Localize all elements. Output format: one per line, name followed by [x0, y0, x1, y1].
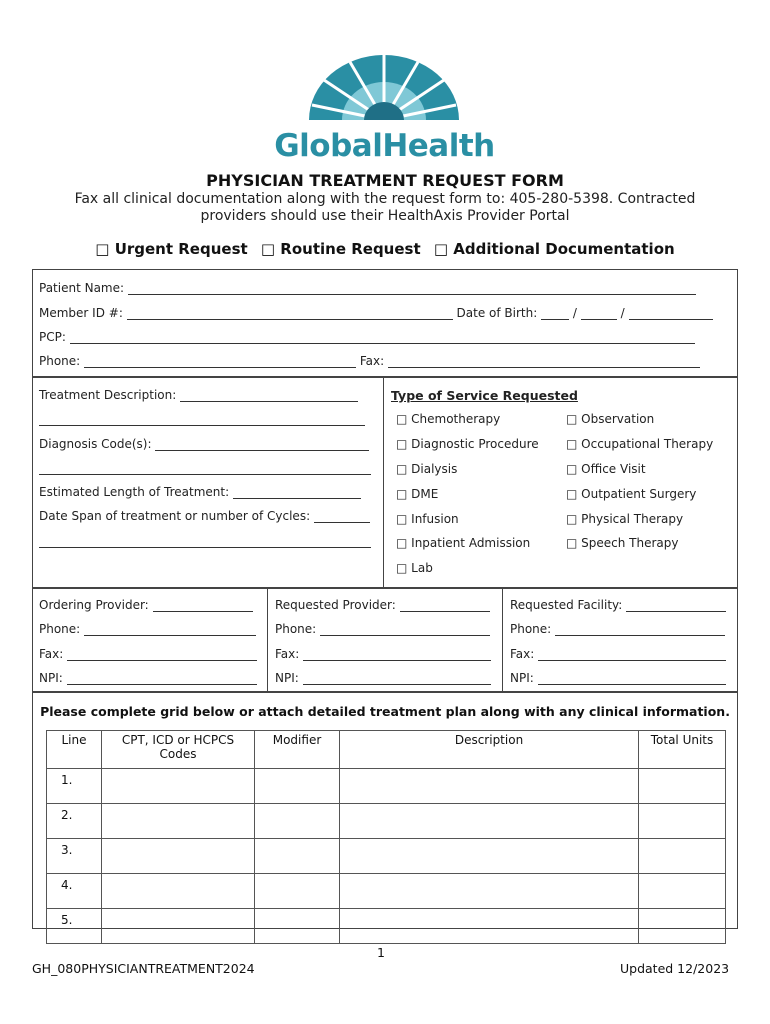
requested-facility-field[interactable]: Requested Facility: — [510, 598, 726, 612]
member-id-field[interactable]: Member ID #: Date of Birth: / / — [39, 306, 713, 320]
service-type-heading: Type of Service Requested — [391, 388, 578, 403]
table-header-row — [47, 731, 726, 769]
col-modifier-header: Modifier — [255, 731, 340, 769]
additional-documentation-checkbox[interactable]: □ Additional Documentation — [433, 240, 675, 258]
provider-divider-1 — [267, 588, 268, 692]
requested-provider-fax[interactable]: Fax: — [275, 647, 491, 661]
logo-text: GlobalHealth — [274, 128, 495, 164]
requested-provider-npi[interactable]: NPI: — [275, 671, 491, 685]
description-cell[interactable] — [340, 874, 639, 909]
codes-cell[interactable] — [102, 839, 255, 874]
date-span-line2[interactable] — [39, 534, 371, 548]
form-code: GH_080PHYSICIANTREATMENT2024 — [32, 961, 255, 976]
occupational-therapy-checkbox[interactable]: □ Occupational Therapy — [566, 437, 714, 451]
table-row — [47, 909, 726, 944]
provider-divider-2 — [502, 588, 503, 692]
description-cell[interactable] — [340, 804, 639, 839]
description-cell[interactable] — [340, 909, 639, 944]
observation-checkbox[interactable]: □ Observation — [566, 412, 655, 426]
treatment-description-line2[interactable] — [39, 412, 365, 426]
physical-therapy-checkbox[interactable]: □ Physical Therapy — [566, 512, 684, 526]
table-row — [47, 769, 726, 804]
date-of-birth-field[interactable]: Date of Birth: — [456, 306, 538, 320]
modifier-cell[interactable] — [255, 909, 340, 944]
line-number: 2. — [47, 804, 102, 839]
description-cell[interactable] — [340, 769, 639, 804]
diagnosis-codes-field[interactable]: Diagnosis Code(s): — [39, 437, 369, 451]
line-number: 1. — [47, 769, 102, 804]
office-visit-checkbox[interactable]: □ Office Visit — [566, 462, 646, 476]
total-units-cell[interactable] — [639, 874, 726, 909]
ordering-provider-field[interactable]: Ordering Provider: — [39, 598, 253, 612]
form-title: PHYSICIAN TREATMENT REQUEST FORM — [206, 171, 564, 190]
requested-facility-npi[interactable]: NPI: — [510, 671, 726, 685]
estimated-length-field[interactable]: Estimated Length of Treatment: — [39, 485, 361, 499]
sunburst-logo-icon — [262, 50, 507, 130]
diagnosis-codes-line2[interactable] — [39, 461, 371, 475]
table-row — [47, 839, 726, 874]
dme-checkbox[interactable]: □ DME — [396, 487, 439, 501]
line-number: 4. — [47, 874, 102, 909]
codes-cell[interactable] — [102, 909, 255, 944]
chemotherapy-checkbox[interactable]: □ Chemotherapy — [396, 412, 501, 426]
patient-phone-field[interactable]: Phone: Fax: — [39, 354, 700, 368]
modifier-cell[interactable] — [255, 839, 340, 874]
total-units-cell[interactable] — [639, 804, 726, 839]
requested-provider-field[interactable]: Requested Provider: — [275, 598, 490, 612]
pcp-field[interactable]: PCP: — [39, 330, 695, 344]
ordering-provider-npi[interactable]: NPI: — [39, 671, 257, 685]
requested-facility-phone[interactable]: Phone: — [510, 622, 725, 636]
diagnostic-procedure-checkbox[interactable]: □ Diagnostic Procedure — [396, 437, 539, 451]
total-units-cell[interactable] — [639, 839, 726, 874]
infusion-checkbox[interactable]: □ Infusion — [396, 512, 459, 526]
date-span-field[interactable]: Date Span of treatment or number of Cycles: — [39, 509, 370, 523]
modifier-cell[interactable] — [255, 769, 340, 804]
description-cell[interactable] — [340, 839, 639, 874]
table-row — [47, 804, 726, 839]
routine-request-checkbox[interactable]: □ Routine Request — [260, 240, 421, 258]
inpatient-admission-checkbox[interactable]: □ Inpatient Admission — [396, 536, 531, 550]
ordering-provider-phone[interactable]: Phone: — [39, 622, 256, 636]
globalhealth-logo — [262, 50, 507, 168]
line-number: 5. — [47, 909, 102, 944]
urgent-request-checkbox[interactable]: □ Urgent Request — [95, 240, 248, 258]
treatment-section — [32, 376, 738, 589]
modifier-cell[interactable] — [255, 804, 340, 839]
col-line-header: Line — [47, 731, 102, 769]
outpatient-surgery-checkbox[interactable]: □ Outpatient Surgery — [566, 487, 697, 501]
grid-instructions: Please complete grid below or attach detailed treatment plan along with any clinical information. — [40, 704, 730, 719]
col-codes-header: CPT, ICD or HCPCS Codes — [102, 731, 255, 769]
codes-cell[interactable] — [102, 874, 255, 909]
requested-provider-phone[interactable]: Phone: — [275, 622, 490, 636]
lab-checkbox[interactable]: □ Lab — [396, 561, 433, 575]
request-type-options — [0, 240, 770, 258]
dialysis-checkbox[interactable]: □ Dialysis — [396, 462, 458, 476]
ordering-provider-fax[interactable]: Fax: — [39, 647, 257, 661]
col-total-units-header: Total Units — [639, 731, 726, 769]
updated-date: Updated 12/2023 — [620, 961, 730, 976]
codes-cell[interactable] — [102, 769, 255, 804]
section-divider — [383, 377, 384, 588]
modifier-cell[interactable] — [255, 874, 340, 909]
line-number: 3. — [47, 839, 102, 874]
page-number: 1 — [377, 945, 385, 960]
requested-facility-fax[interactable]: Fax: — [510, 647, 726, 661]
total-units-cell[interactable] — [639, 909, 726, 944]
form-subtitle: Fax all clinical documentation along with the request form to: 405-280-5398. Contracted providers should use their HealthAxis Provider Portal — [74, 191, 696, 224]
total-units-cell[interactable] — [639, 769, 726, 804]
patient-fax-field[interactable]: Fax: — [359, 354, 385, 368]
treatment-grid-table — [46, 730, 726, 944]
codes-cell[interactable] — [102, 804, 255, 839]
treatment-description-field[interactable]: Treatment Description: — [39, 388, 358, 402]
patient-name-field[interactable]: Patient Name: — [39, 281, 696, 295]
col-description-header: Description — [340, 731, 639, 769]
speech-therapy-checkbox[interactable]: □ Speech Therapy — [566, 536, 679, 550]
table-row — [47, 874, 726, 909]
